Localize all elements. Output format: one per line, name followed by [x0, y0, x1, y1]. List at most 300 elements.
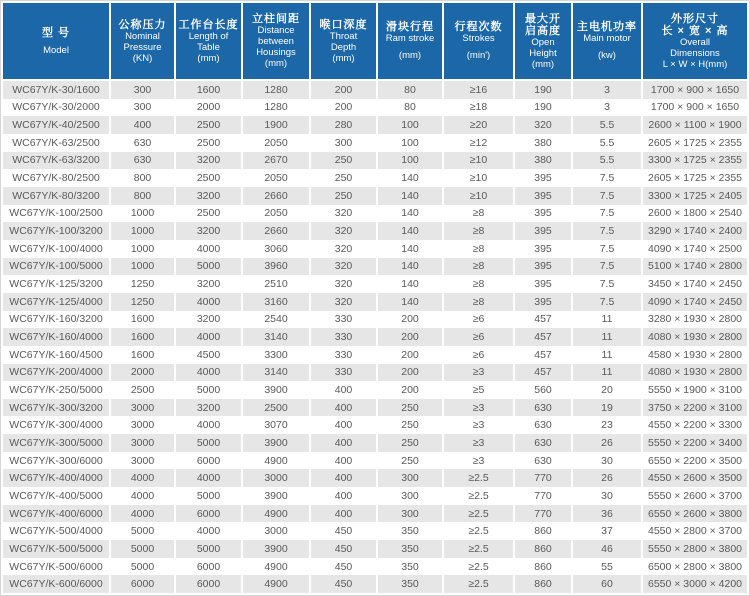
spec-cell-main-motor: 3 — [573, 81, 643, 99]
spec-cell-table-length: 4000 — [176, 416, 243, 434]
column-header-main-motor — [573, 3, 643, 81]
spec-cell-throat-depth: 450 — [311, 575, 378, 593]
spec-cell-table-length: 3200 — [176, 187, 243, 205]
spec-cell-dimensions: 4090 × 1740 × 2500 — [643, 240, 747, 258]
spec-cell-main-motor: 11 — [573, 311, 643, 329]
spec-cell-ram-stroke: 350 — [378, 540, 444, 558]
spec-cell-strokes: ≥8 — [444, 240, 515, 258]
spec-cell-main-motor: 7.5 — [573, 187, 643, 205]
spec-cell-dimensions: 5100 × 1740 × 2800 — [643, 258, 747, 276]
spec-cell-throat-depth: 320 — [311, 275, 378, 293]
spec-cell-main-motor: 5.5 — [573, 152, 643, 170]
spec-cell-main-motor: 5.5 — [573, 134, 643, 152]
header-line: (mm) — [398, 50, 422, 61]
header-line: (mm) — [264, 58, 288, 69]
spec-cell-open-height: 630 — [515, 434, 573, 452]
spec-cell-pressure: 1600 — [111, 311, 176, 329]
spec-cell-main-motor: 30 — [573, 487, 643, 505]
header-line: Length of — [188, 30, 229, 42]
table-row — [3, 152, 747, 170]
spec-cell-open-height: 630 — [515, 452, 573, 470]
spec-cell-housing-distance: 3300 — [243, 346, 311, 364]
spec-cell-ram-stroke: 300 — [378, 505, 444, 523]
spec-cell-ram-stroke: 250 — [378, 452, 444, 470]
table-row — [3, 205, 747, 223]
spec-cell-main-motor: 36 — [573, 505, 643, 523]
model-cell: WC67Y/K-300/4000 — [3, 416, 111, 434]
spec-cell-housing-distance: 1280 — [243, 81, 311, 99]
column-header-model — [3, 3, 111, 81]
spec-table-body — [3, 81, 747, 593]
spec-cell-open-height: 860 — [515, 522, 573, 540]
spec-cell-ram-stroke: 200 — [378, 346, 444, 364]
header-line: Depth — [330, 41, 357, 53]
spec-cell-dimensions: 6500 × 2800 × 3800 — [643, 558, 747, 576]
column-header-strokes — [444, 3, 515, 81]
table-row — [3, 293, 747, 311]
column-header-open-height — [515, 3, 573, 81]
column-header-table-length — [176, 3, 243, 81]
spec-cell-ram-stroke: 140 — [378, 187, 444, 205]
spec-cell-table-length: 5000 — [176, 381, 243, 399]
spec-cell-housing-distance: 3000 — [243, 522, 311, 540]
spec-cell-open-height: 395 — [515, 169, 573, 187]
spec-cell-dimensions: 5550 × 1900 × 3100 — [643, 381, 747, 399]
spec-cell-housing-distance: 3000 — [243, 469, 311, 487]
table-row — [3, 558, 747, 576]
spec-cell-throat-depth: 320 — [311, 205, 378, 223]
spec-cell-dimensions: 4080 × 1930 × 2800 — [643, 364, 747, 382]
spec-cell-open-height: 190 — [515, 99, 573, 117]
spec-cell-pressure: 3000 — [111, 452, 176, 470]
column-header-ram-stroke — [378, 3, 444, 81]
header-line: between — [258, 36, 294, 47]
spec-cell-housing-distance: 3900 — [243, 434, 311, 452]
spec-cell-main-motor: 26 — [573, 469, 643, 487]
spec-cell-table-length: 4000 — [176, 293, 243, 311]
spec-cell-open-height: 770 — [515, 505, 573, 523]
spec-cell-throat-depth: 330 — [311, 328, 378, 346]
spec-cell-table-length: 4000 — [176, 522, 243, 540]
spec-cell-strokes: ≥3 — [444, 452, 515, 470]
spec-cell-main-motor: 7.5 — [573, 293, 643, 311]
spec-cell-ram-stroke: 300 — [378, 487, 444, 505]
spec-cell-main-motor: 55 — [573, 558, 643, 576]
table-row — [3, 240, 747, 258]
spec-cell-ram-stroke: 80 — [378, 81, 444, 99]
spec-cell-strokes: ≥2.5 — [444, 505, 515, 523]
spec-cell-dimensions: 2605 × 1725 × 2355 — [643, 134, 747, 152]
spec-cell-pressure: 3000 — [111, 416, 176, 434]
spec-cell-throat-depth: 250 — [311, 187, 378, 205]
table-row — [3, 116, 747, 134]
table-row — [3, 452, 747, 470]
spec-cell-housing-distance: 4900 — [243, 558, 311, 576]
header-line: Dimensions — [670, 47, 720, 59]
spec-cell-table-length: 6000 — [176, 452, 243, 470]
spec-cell-main-motor: 5.5 — [573, 116, 643, 134]
spec-cell-table-length: 4000 — [176, 469, 243, 487]
spec-cell-throat-depth: 450 — [311, 540, 378, 558]
spec-cell-pressure: 1000 — [111, 222, 176, 240]
header-line: Pressure — [123, 41, 162, 53]
spec-cell-housing-distance: 3900 — [243, 487, 311, 505]
model-cell: WC67Y/K-63/3200 — [3, 152, 111, 170]
model-cell: WC67Y/K-100/3200 — [3, 222, 111, 240]
spec-cell-pressure: 630 — [111, 134, 176, 152]
header-line: 外形尺寸 — [671, 12, 719, 25]
spec-cell-pressure: 6000 — [111, 575, 176, 593]
spec-cell-ram-stroke: 100 — [378, 152, 444, 170]
spec-cell-pressure: 5000 — [111, 522, 176, 540]
spec-cell-throat-depth: 400 — [311, 416, 378, 434]
spec-cell-throat-depth: 300 — [311, 134, 378, 152]
spec-cell-dimensions: 3280 × 1930 × 2800 — [643, 311, 747, 329]
model-cell: WC67Y/K-100/5000 — [3, 258, 111, 276]
table-row — [3, 134, 747, 152]
model-cell: WC67Y/K-160/3200 — [3, 311, 111, 329]
table-row — [3, 275, 747, 293]
spec-cell-housing-distance: 3960 — [243, 258, 311, 276]
spec-cell-pressure: 400 — [111, 116, 176, 134]
spec-cell-dimensions: 2605 × 1725 × 2355 — [643, 169, 747, 187]
spec-cell-throat-depth: 200 — [311, 81, 378, 99]
table-row — [3, 416, 747, 434]
spec-cell-pressure: 1600 — [111, 328, 176, 346]
spec-cell-main-motor: 7.5 — [573, 222, 643, 240]
spec-cell-pressure: 4000 — [111, 505, 176, 523]
spec-cell-housing-distance: 2540 — [243, 311, 311, 329]
header-line: 行程次数 — [454, 21, 503, 33]
table-row — [3, 328, 747, 346]
spec-cell-ram-stroke: 300 — [378, 469, 444, 487]
spec-cell-housing-distance: 3060 — [243, 240, 311, 258]
spec-cell-main-motor: 60 — [573, 575, 643, 593]
spec-cell-pressure: 2000 — [111, 364, 176, 382]
spec-cell-open-height: 395 — [515, 187, 573, 205]
header-line: Overall — [679, 36, 711, 48]
spec-cell-strokes: ≥18 — [444, 99, 515, 117]
header-line: (mm) — [531, 58, 555, 70]
spec-cell-dimensions: 1700 × 900 × 1650 — [643, 99, 747, 117]
spec-cell-open-height: 395 — [515, 205, 573, 223]
header-line: 最大开 — [525, 12, 561, 25]
spec-cell-open-height: 395 — [515, 222, 573, 240]
spec-cell-strokes: ≥8 — [444, 205, 515, 223]
model-cell: WC67Y/K-63/2500 — [3, 134, 111, 152]
model-cell: WC67Y/K-300/3200 — [3, 399, 111, 417]
spec-cell-ram-stroke: 250 — [378, 434, 444, 452]
model-cell: WC67Y/K-500/4000 — [3, 522, 111, 540]
model-cell: WC67Y/K-400/6000 — [3, 505, 111, 523]
spec-cell-dimensions: 1700 × 900 × 1650 — [643, 81, 747, 99]
spec-cell-dimensions: 3300 × 1725 × 2405 — [643, 187, 747, 205]
spec-cell-table-length: 4000 — [176, 240, 243, 258]
spec-cell-table-length: 5000 — [176, 434, 243, 452]
model-cell: WC67Y/K-500/5000 — [3, 540, 111, 558]
model-cell: WC67Y/K-30/1600 — [3, 81, 111, 99]
model-cell: WC67Y/K-100/2500 — [3, 205, 111, 223]
spec-cell-housing-distance: 2050 — [243, 134, 311, 152]
spec-cell-table-length: 2000 — [176, 99, 243, 117]
spec-cell-open-height: 770 — [515, 487, 573, 505]
spec-cell-throat-depth: 330 — [311, 311, 378, 329]
header-line: Open — [531, 36, 555, 48]
spec-cell-ram-stroke: 140 — [378, 258, 444, 276]
header-line: 工作台长度 — [178, 18, 239, 31]
column-header-pressure — [111, 3, 176, 81]
model-cell: WC67Y/K-80/3200 — [3, 187, 111, 205]
spec-cell-main-motor: 7.5 — [573, 258, 643, 276]
spec-cell-dimensions: 2600 × 1100 × 1900 — [643, 116, 747, 134]
spec-cell-strokes: ≥3 — [444, 434, 515, 452]
spec-cell-throat-depth: 400 — [311, 399, 378, 417]
spec-cell-pressure: 1000 — [111, 205, 176, 223]
spec-cell-strokes: ≥8 — [444, 293, 515, 311]
spec-cell-housing-distance: 3900 — [243, 381, 311, 399]
spec-cell-pressure: 5000 — [111, 558, 176, 576]
model-cell: WC67Y/K-80/2500 — [3, 169, 111, 187]
spec-cell-dimensions: 4090 × 1740 × 2450 — [643, 293, 747, 311]
spec-cell-pressure: 3000 — [111, 399, 176, 417]
spec-cell-dimensions: 4550 × 2200 × 3300 — [643, 416, 747, 434]
spec-cell-strokes: ≥10 — [444, 187, 515, 205]
table-row — [3, 99, 747, 117]
spec-cell-housing-distance: 4900 — [243, 505, 311, 523]
spec-cell-table-length: 6000 — [176, 505, 243, 523]
spec-cell-open-height: 630 — [515, 416, 573, 434]
model-cell: WC67Y/K-30/2000 — [3, 99, 111, 117]
model-cell: WC67Y/K-400/4000 — [3, 469, 111, 487]
spec-cell-open-height: 457 — [515, 364, 573, 382]
spec-cell-main-motor: 3 — [573, 99, 643, 117]
table-row — [3, 258, 747, 276]
spec-cell-open-height: 630 — [515, 399, 573, 417]
spec-cell-main-motor: 7.5 — [573, 275, 643, 293]
model-cell: WC67Y/K-300/6000 — [3, 452, 111, 470]
spec-cell-strokes: ≥10 — [444, 152, 515, 170]
header-line: Throat — [329, 30, 358, 42]
spec-cell-pressure: 5000 — [111, 540, 176, 558]
spec-cell-table-length: 5000 — [176, 487, 243, 505]
header-line: 主电机功率 — [577, 21, 637, 33]
spec-cell-housing-distance: 2660 — [243, 187, 311, 205]
spec-cell-main-motor: 11 — [573, 346, 643, 364]
spec-cell-open-height: 320 — [515, 116, 573, 134]
spec-cell-main-motor: 7.5 — [573, 205, 643, 223]
spec-table — [3, 3, 747, 593]
table-row — [3, 505, 747, 523]
spec-cell-open-height: 860 — [515, 575, 573, 593]
spec-cell-strokes: ≥2.5 — [444, 540, 515, 558]
spec-cell-pressure: 800 — [111, 187, 176, 205]
spec-cell-ram-stroke: 250 — [378, 416, 444, 434]
spec-cell-open-height: 457 — [515, 346, 573, 364]
spec-cell-throat-depth: 400 — [311, 452, 378, 470]
spec-cell-main-motor: 30 — [573, 452, 643, 470]
spec-cell-dimensions: 5550 × 2600 × 3700 — [643, 487, 747, 505]
spec-cell-table-length: 2500 — [176, 134, 243, 152]
spec-cell-throat-depth: 400 — [311, 505, 378, 523]
spec-cell-throat-depth: 400 — [311, 381, 378, 399]
spec-cell-strokes: ≥3 — [444, 416, 515, 434]
spec-cell-open-height: 395 — [515, 258, 573, 276]
spec-cell-housing-distance: 1280 — [243, 99, 311, 117]
spec-cell-open-height: 860 — [515, 540, 573, 558]
spec-cell-dimensions: 2600 × 1800 × 2540 — [643, 205, 747, 223]
spec-cell-open-height: 457 — [515, 328, 573, 346]
header-line: Ram stroke — [385, 33, 435, 44]
spec-cell-strokes: ≥5 — [444, 381, 515, 399]
column-header-housing-distance — [243, 3, 311, 81]
header-line: Model — [43, 44, 69, 56]
spec-cell-pressure: 1600 — [111, 346, 176, 364]
spec-cell-throat-depth: 250 — [311, 152, 378, 170]
spec-cell-table-length: 6000 — [176, 575, 243, 593]
spec-cell-housing-distance: 2050 — [243, 205, 311, 223]
spec-cell-strokes: ≥2.5 — [444, 522, 515, 540]
header-line: (mm) — [197, 52, 220, 64]
spec-cell-main-motor: 23 — [573, 416, 643, 434]
header-line: (min') — [466, 50, 491, 61]
table-row — [3, 381, 747, 399]
spec-cell-table-length: 2500 — [176, 116, 243, 134]
header-line: Housings — [256, 47, 296, 58]
spec-cell-pressure: 3000 — [111, 434, 176, 452]
spec-cell-open-height: 380 — [515, 152, 573, 170]
spec-cell-pressure: 630 — [111, 152, 176, 170]
spec-cell-strokes: ≥6 — [444, 346, 515, 364]
spec-cell-strokes: ≥8 — [444, 275, 515, 293]
header-line: 型 号 — [41, 26, 71, 39]
table-row — [3, 364, 747, 382]
spec-table-header — [3, 3, 747, 81]
spec-cell-main-motor: 11 — [573, 328, 643, 346]
table-row — [3, 434, 747, 452]
spec-cell-pressure: 800 — [111, 169, 176, 187]
model-cell: WC67Y/K-600/6000 — [3, 575, 111, 593]
spec-cell-ram-stroke: 140 — [378, 169, 444, 187]
spec-cell-table-length: 4500 — [176, 346, 243, 364]
spec-cell-pressure: 300 — [111, 99, 176, 117]
spec-cell-open-height: 395 — [515, 240, 573, 258]
spec-cell-table-length: 3200 — [176, 311, 243, 329]
table-row — [3, 346, 747, 364]
header-line: Main motor — [583, 33, 631, 44]
table-row — [3, 187, 747, 205]
spec-cell-ram-stroke: 350 — [378, 575, 444, 593]
spec-cell-table-length: 5000 — [176, 540, 243, 558]
header-line: 公称压力 — [118, 18, 167, 31]
model-cell: WC67Y/K-250/5000 — [3, 381, 111, 399]
header-line: 立柱间距 — [252, 13, 300, 25]
spec-cell-ram-stroke: 140 — [378, 222, 444, 240]
spec-cell-housing-distance: 3070 — [243, 416, 311, 434]
spec-cell-main-motor: 11 — [573, 364, 643, 382]
spec-cell-table-length: 3200 — [176, 222, 243, 240]
spec-cell-housing-distance: 3140 — [243, 328, 311, 346]
spec-cell-strokes: ≥2.5 — [444, 469, 515, 487]
header-line: Distance — [257, 25, 295, 36]
table-row — [3, 522, 747, 540]
spec-cell-main-motor: 46 — [573, 540, 643, 558]
model-cell: WC67Y/K-160/4000 — [3, 328, 111, 346]
spec-cell-table-length: 3200 — [176, 275, 243, 293]
spec-cell-main-motor: 26 — [573, 434, 643, 452]
spec-cell-throat-depth: 400 — [311, 469, 378, 487]
spec-cell-ram-stroke: 100 — [378, 134, 444, 152]
model-cell: WC67Y/K-200/4000 — [3, 364, 111, 382]
table-row — [3, 487, 747, 505]
model-cell: WC67Y/K-400/5000 — [3, 487, 111, 505]
header-line: 长 × 宽 × 高 — [661, 24, 729, 37]
spec-cell-throat-depth: 320 — [311, 240, 378, 258]
spec-cell-table-length: 2500 — [176, 169, 243, 187]
spec-cell-ram-stroke: 140 — [378, 275, 444, 293]
header-line: (mm) — [332, 52, 355, 64]
spec-cell-open-height: 380 — [515, 134, 573, 152]
spec-cell-pressure: 300 — [111, 81, 176, 99]
spec-cell-throat-depth: 200 — [311, 99, 378, 117]
spec-cell-strokes: ≥2.5 — [444, 487, 515, 505]
spec-cell-strokes: ≥20 — [444, 116, 515, 134]
spec-cell-open-height: 770 — [515, 469, 573, 487]
spec-cell-pressure: 2500 — [111, 381, 176, 399]
spec-cell-dimensions: 3450 × 1740 × 2450 — [643, 275, 747, 293]
header-line: 喉口深度 — [319, 18, 368, 31]
header-line: Nominal — [125, 30, 160, 42]
table-row — [3, 540, 747, 558]
header-line: Height — [529, 47, 557, 59]
spec-cell-dimensions: 3290 × 1740 × 2400 — [643, 222, 747, 240]
table-row — [3, 469, 747, 487]
spec-cell-open-height: 395 — [515, 293, 573, 311]
table-row — [3, 169, 747, 187]
spec-cell-housing-distance: 3900 — [243, 540, 311, 558]
spec-cell-dimensions: 6550 × 2600 × 3800 — [643, 505, 747, 523]
spec-cell-pressure: 1000 — [111, 240, 176, 258]
spec-cell-strokes: ≥8 — [444, 258, 515, 276]
spec-cell-strokes: ≥2.5 — [444, 575, 515, 593]
table-row — [3, 81, 747, 99]
spec-cell-strokes: ≥6 — [444, 311, 515, 329]
spec-cell-table-length: 3200 — [176, 152, 243, 170]
spec-cell-pressure: 1250 — [111, 275, 176, 293]
spec-cell-throat-depth: 330 — [311, 346, 378, 364]
spec-cell-throat-depth: 400 — [311, 487, 378, 505]
spec-cell-housing-distance: 4900 — [243, 452, 311, 470]
spec-cell-dimensions: 3750 × 2200 × 3100 — [643, 399, 747, 417]
spec-cell-dimensions: 4580 × 1930 × 2800 — [643, 346, 747, 364]
spec-cell-open-height: 560 — [515, 381, 573, 399]
spec-cell-housing-distance: 2500 — [243, 399, 311, 417]
spec-cell-pressure: 4000 — [111, 469, 176, 487]
spec-cell-strokes: ≥2.5 — [444, 558, 515, 576]
spec-cell-ram-stroke: 250 — [378, 399, 444, 417]
column-header-dimensions — [643, 3, 747, 81]
spec-cell-strokes: ≥16 — [444, 81, 515, 99]
spec-cell-ram-stroke: 140 — [378, 293, 444, 311]
spec-cell-throat-depth: 320 — [311, 258, 378, 276]
table-row — [3, 311, 747, 329]
header-line: Table — [197, 41, 220, 53]
spec-cell-ram-stroke: 140 — [378, 205, 444, 223]
spec-cell-table-length: 1600 — [176, 81, 243, 99]
spec-cell-housing-distance: 4900 — [243, 575, 311, 593]
spec-cell-housing-distance: 2670 — [243, 152, 311, 170]
spec-cell-ram-stroke: 200 — [378, 364, 444, 382]
model-cell: WC67Y/K-125/4000 — [3, 293, 111, 311]
